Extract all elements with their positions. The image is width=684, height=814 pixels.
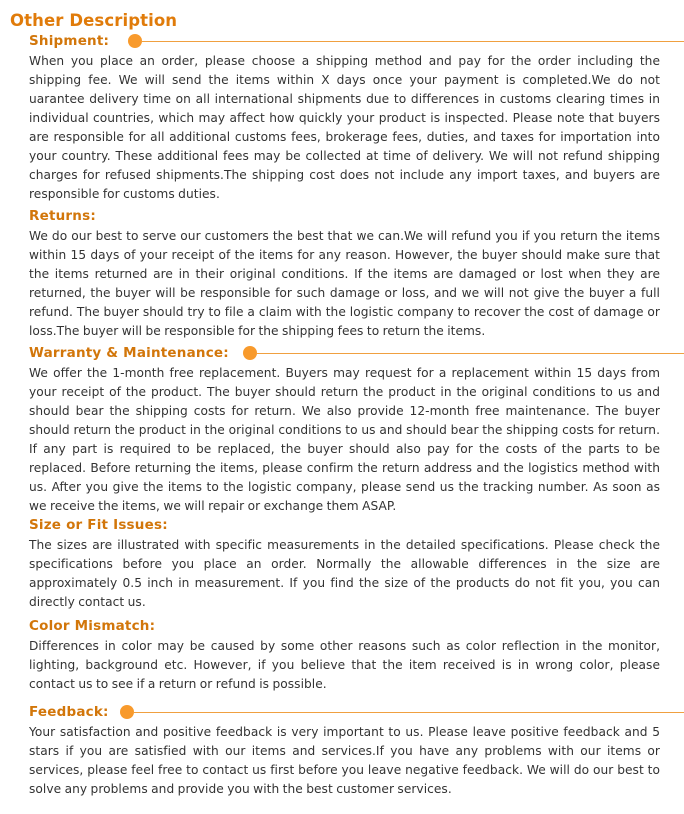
section-warranty bbox=[29, 344, 660, 516]
heading-size-fit: Size or Fit Issues: bbox=[29, 517, 168, 533]
section-heading bbox=[29, 703, 660, 723]
section-heading bbox=[29, 516, 660, 536]
size-fit-text: The sizes are illustrated with specific measurements in the detailed specifications. Please check the specifications before you place an order. Normally the allowable differences in the size are approximately 0.5 inch in measurement. If you find the size of the products do not fit you, you can directly contact us. bbox=[29, 538, 660, 609]
bullet-dot-icon bbox=[120, 705, 134, 719]
heading-returns: Returns: bbox=[29, 208, 96, 224]
shipment-text: When you place an order, please choose a shipping method and pay for the order including the shipping fee. We will send the items within X days once your payment is completed.We do not uarantee delivery time on all international shipments due to differences in customs clearing times in individual countries, which may affect how quickly your product is inspected. Please note that buyers are responsible for all additional customs fees, brokerage fees, duties, and taxes for importation into your country. These additional fees may be collected at time of delivery. We will not refund shipping charges for refused shipments.The shipping cost does not include any import taxes, and buyers are responsible for customs duties. bbox=[29, 54, 660, 201]
section-color-mismatch bbox=[29, 617, 660, 694]
divider-line bbox=[257, 353, 684, 354]
section-heading bbox=[29, 617, 660, 637]
bullet-dot-icon bbox=[243, 346, 257, 360]
section-returns bbox=[29, 207, 660, 341]
heading-warranty: Warranty & Maintenance: bbox=[29, 345, 229, 361]
page-title: Other Description bbox=[10, 11, 178, 30]
heading-feedback: Feedback: bbox=[29, 704, 109, 720]
section-feedback bbox=[29, 703, 660, 799]
section-heading bbox=[29, 207, 660, 227]
heading-shipment: Shipment: bbox=[29, 33, 110, 49]
bullet-dot-icon bbox=[128, 34, 142, 48]
section-heading bbox=[29, 344, 660, 364]
color-mismatch-text: Differences in color may be caused by some other reasons such as color reflection in the monitor, lighting, background etc. However, if you believe that the item received is in wrong color, please contact us to see if a return or refund is possible. bbox=[29, 639, 660, 691]
feedback-text: Your satisfaction and positive feedback is very important to us. Please leave positive feedback and 5 stars if you are satisfied with our items and services.If you have any problems with our items or services, please feel free to contact us first before you leave negative feedback. We will do our best to solve any problems and provide you with the best customer services. bbox=[29, 725, 660, 796]
warranty-text: We offer the 1-month free replacement. Buyers may request for a replacement within 15 days from your receipt of the product. The buyer should return the product in the original conditions to us and should bear the shipping costs for return. We also provide 12-month free maintenance. The buyer should return the product in the original conditions to us and should bear the shipping costs for return. If any part is required to be replaced, the buyer should also pay for the costs of the parts to be replaced. Before returning the items, please confirm the return address and the logistics method with us. After you give the items to the logistic company, please send us the tracking number. As soon as we receive the items, we will repair or exchange them ASAP. bbox=[29, 366, 660, 513]
section-heading bbox=[29, 32, 660, 52]
returns-text: We do our best to serve our customers the best that we can.We will refund you if you return the items within 15 days of your receipt of the items for any reason. However, the buyer should make sure that the items returned are in their original conditions. If the items are damaged or lost when they are returned, the buyer will be responsible for such damage or loss, and we will not give the buyer a full refund. The buyer should try to file a claim with the logistic company to recover the cost of damage or loss.The buyer will be responsible for the shipping fees to return the items. bbox=[29, 229, 660, 338]
divider-line bbox=[134, 712, 684, 713]
heading-color-mismatch: Color Mismatch: bbox=[29, 618, 156, 634]
divider-line bbox=[142, 41, 684, 42]
section-size-fit bbox=[29, 516, 660, 612]
section-shipment bbox=[29, 32, 660, 204]
